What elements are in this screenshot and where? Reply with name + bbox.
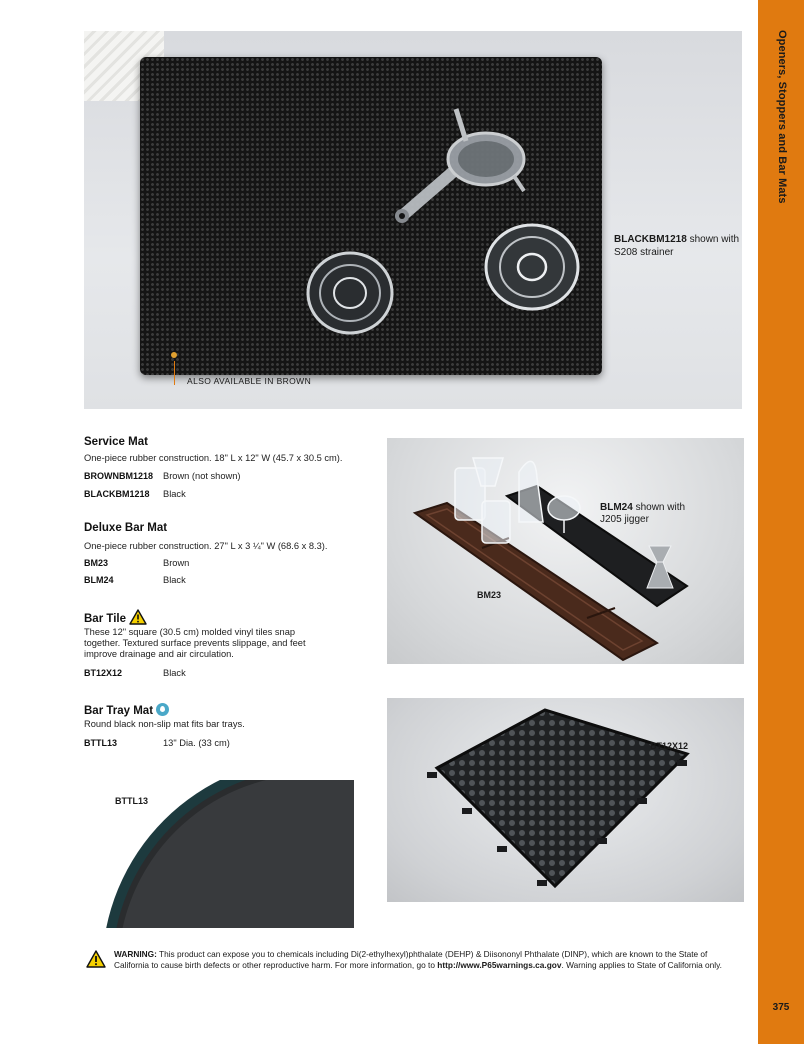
bar-tray-mat-description: Round black non-slip mat fits bar trays. (84, 719, 245, 729)
deluxe-bar-mat-description: One-piece rubber construction. 27" L x 3 ¼" W (68.6 x 8.3). (84, 541, 328, 551)
bar-tray-mat-heading (84, 703, 169, 717)
bar-tile-photo (387, 698, 744, 902)
bar-mat-photo (387, 438, 744, 664)
callout-line (174, 361, 175, 385)
hero-photo-caption (614, 233, 739, 259)
sku-value: Black (163, 489, 186, 499)
brown-bar-mat-icon (415, 503, 657, 660)
caption-sku: BLM24 (600, 502, 633, 513)
description-line: These 12" square (30.5 cm) molded vinyl tiles snap (84, 627, 296, 637)
callout-dot (171, 352, 177, 358)
sku-code: BROWNBM1218 (84, 471, 154, 481)
sku-value: Black (163, 575, 186, 585)
bar-tray-mat-title: Bar Tray Mat (84, 705, 154, 717)
bar-mats-illustration (387, 438, 744, 664)
sku-code: BLM24 (84, 575, 114, 585)
warning-text: This product can expose you to chemicals including Di(2-ethylhexyl)phthalate (DEHP) & Diisononyl Phthalate (DINP), which are known to the State of California to cause birth defects or other reproductive harm. For more information, go to (114, 949, 708, 970)
strainer-icon (395, 109, 524, 223)
stemmed-glass-icon (486, 225, 578, 309)
rocks-glass-icon (308, 253, 392, 333)
glassware-illustration (84, 31, 742, 409)
caption-text: shown with (686, 234, 740, 245)
caption-text: shown with (632, 502, 686, 513)
sku-code: BM23 (84, 558, 109, 568)
bar-mat-photo-caption (600, 502, 685, 526)
sku-code: BTTL13 (84, 738, 118, 748)
description-line: improve drainage and air circulation. (84, 649, 234, 659)
warning-icon (129, 609, 147, 625)
bttl13-label: BTTL13 (115, 796, 149, 806)
sku-code: BT12X12 (84, 668, 123, 678)
deluxe-bar-mat-heading: Deluxe Bar Mat (84, 522, 168, 534)
section-side-tab (758, 0, 804, 1044)
caption-line2: S208 strainer (614, 247, 674, 258)
warning-label: WARNING: (114, 949, 157, 959)
sku-value: Brown (163, 558, 190, 568)
bar-tile-description (84, 627, 306, 660)
vinyl-tile-icon (437, 710, 687, 886)
service-mat-description: One-piece rubber construction. 18" L x 12" W (45.7 x 30.5 cm). (84, 453, 343, 463)
prop65-warning (114, 949, 744, 971)
service-mat-heading: Service Mat (84, 436, 148, 448)
service-mat-photo (84, 31, 742, 409)
caption-sku: BLACKBM1218 (614, 234, 687, 245)
bar-tile-heading (84, 609, 147, 625)
sku-code: BLACKBM1218 (84, 489, 150, 499)
bar-tile-illustration (387, 698, 744, 902)
sku-value: Brown (not shown) (163, 471, 241, 481)
brown-availability-caption: ALSO AVAILABLE IN BROWN (187, 376, 312, 386)
warning-icon (86, 950, 106, 968)
warning-text: . Warning applies to State of California only. (561, 960, 722, 970)
water-drop-icon (156, 703, 169, 716)
caption-line2: J205 jigger (600, 514, 649, 525)
bm23-label: BM23 (477, 590, 502, 600)
sku-value: Black (163, 668, 186, 678)
warning-link[interactable]: http://www.P65warnings.ca.gov (437, 960, 562, 970)
bar-tile-title: Bar Tile (84, 613, 126, 625)
page-number: 375 (772, 1002, 790, 1013)
sku-value: 13" Dia. (33 cm) (163, 738, 230, 748)
bt12x12-label: BT12X12 (650, 741, 689, 751)
section-title: Openers, Stoppers and Bar Mats (776, 30, 788, 204)
description-line: together. Textured surface prevents slippage, and feet (84, 638, 306, 648)
